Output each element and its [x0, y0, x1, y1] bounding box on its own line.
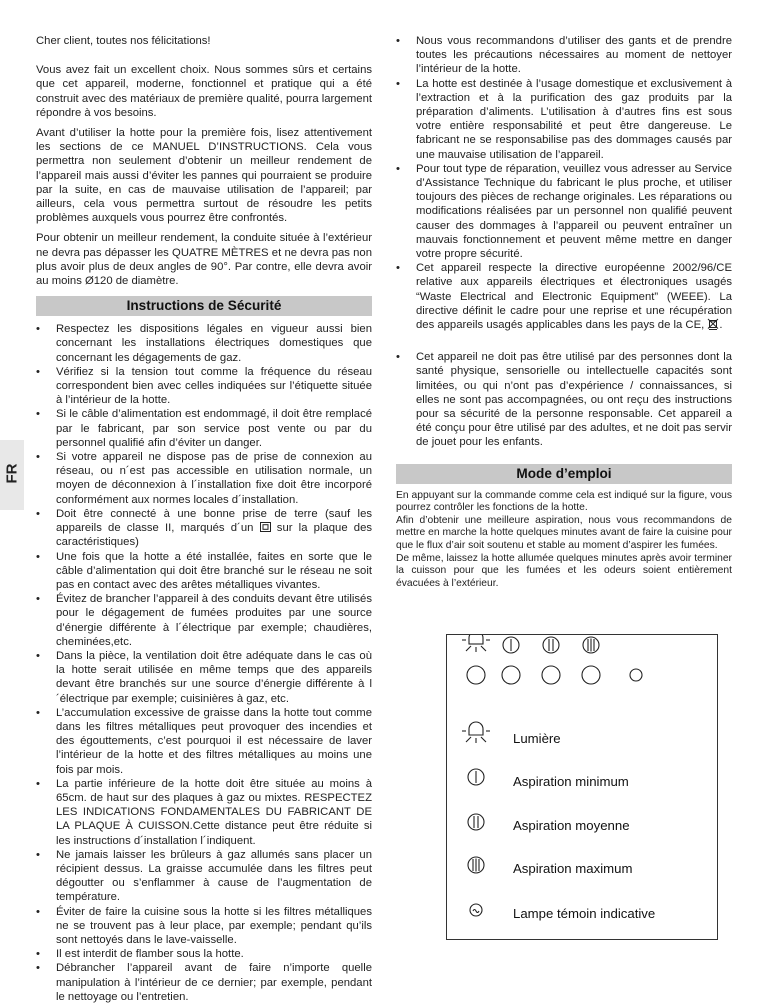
speed-2-icon [543, 637, 559, 653]
safety-item [396, 261, 732, 332]
safety-section-title: Instructions de Sécurité [36, 296, 372, 316]
intro-paragraph-1: Vous avez fait un excellent choix. Nous sommes sûrs et certains que cet appareil, moderne, fonctionnel et pratique qui a été construit avec des matériaux de première qualité, pourra largement répondre à vos besoins. [36, 64, 372, 119]
legend-pilot-light-icon [470, 904, 482, 916]
side-tab-label: FR [3, 463, 21, 484]
safety-item: • Si le câble d’alimentation est endommagé, il doit être remplacé par le fabricant, par son service post vente ou par du personnel qualifié afin d’éviter un danger. [36, 407, 372, 450]
safety-item: • Vérifiez si la tension tout comme la fréquence du réseau correspondent bien avec celles indiquées sur l’étiquette située à l’intérieur de la hotte. [36, 365, 372, 408]
safety-item: • Débrancher l’appareil avant de faire n’importe quelle manipulation à l’intérieur de ce dernier; par exemple, pendant le nettoyage ou l’entretien. [36, 961, 372, 1004]
legend-label-light: Lumière [513, 731, 561, 746]
safety-item: • Il est interdit de flamber sous la hotte. [36, 947, 372, 961]
legend-lamp-icon [462, 722, 490, 743]
safety-item: • L’accumulation excessive de graisse dans la hotte tout comme dans les filtres métalliques peut provoquer des incendies et des égouttements, c’est pourquoi il est nécessaire de laver l’intérieur de la hotte et des filtres métalliques au moins une fois par mois. [36, 706, 372, 777]
legend-label-pilot-light: Lampe témoin indicative [513, 906, 656, 921]
intro-paragraph-3: Pour obtenir un meilleur rendement, la conduite située à l’extérieur ne devra pas dépasser les QUATRE MÈTRES et ne devra pas non plus avoir plus de deux angles de 90°. Par contre, elle devra avoir au moins Ø120 de diamètre. [36, 232, 372, 288]
mode-text [396, 490, 732, 591]
legend-label-speed-2: Aspiration moyenne [513, 818, 630, 833]
safety-item: • Respectez les dispositions légales en vigueur aussi bien concernant les installations électriques domestiques que concernant les dégagements de gaz. [36, 322, 372, 365]
safety-item: • Pour tout type de réparation, veuillez vous adresser au Service d’Assistance Technique du fabricant le plus proche, et utiliser toujours des pièces de rechange originales. Les réparations ou modifications réalisées par un personnel non qualifié peuvent causer des dommages à l’appareil ou peuvent entraîner un mauvais fonctionnement et peuvent même mettre en danger votre propre sécurité. [396, 162, 732, 261]
legend-speed-2-icon [468, 814, 484, 830]
weee-bin-icon [707, 318, 719, 330]
safety-item: • Éviter de faire la cuisine sous la hotte si les filtres métalliques ne se trouvent pas à leur place, par exemple; pendant qu’ils sont nettoyés dans le lave-vaisselle. [36, 905, 372, 948]
legend-speed-1-icon [468, 769, 484, 785]
legend-speed-3-icon [468, 857, 484, 873]
legend-label-speed-3: Aspiration maximum [513, 861, 633, 876]
class-ii-icon [260, 522, 271, 532]
safety-item: • La partie inférieure de la hotte doit être située au moins à 65cm. de haut sur des plaques à gaz ou mixtes. RESPECTEZ LES INDICATIONS FONDAMENTALES DU FABRICANT DE LA PLAQUE À CUISSON.Cette distance peut être réduite si les instructions d´installation l´indiquent. [36, 777, 372, 848]
pilot-light [630, 669, 642, 681]
safety-item: • La hotte est destinée à l’usage domestique et exclusivement à l’extraction et à la purification des gaz produits par la préparation d’aliments. L’utilisation à d’autres fins est sous votre entière responsabilité et peut être dangereuse. Le fabricant ne se responsabilise pas des dommages causés par une mauvaise utilisation de l’appareil. [396, 77, 732, 162]
weee-text: Cet appareil respecte la directive européenne 2002/96/CE relative aux appareils électriques et électroniques usagés “Waste Electrical and Electronic Equipment” (WEEE). La directive définit le cadre pour une reprise et une récupération des appareils usagés applicables dans les pays de la CE, [416, 262, 732, 332]
left-column [36, 34, 372, 1004]
safety-item-suffix: sur la plaque des caractéristiques) [56, 522, 373, 549]
speed-3-icon [583, 637, 599, 653]
weee-suffix: . [719, 319, 723, 332]
control-panel-figure [446, 634, 718, 940]
speed-2-button [542, 666, 560, 684]
speed-1-button [502, 666, 520, 684]
lamp-icon [462, 635, 490, 652]
mode-paragraph-2: Afin d’obtenir une meilleure aspiration, nous vous recommandons de mettre en marche la hotte quelques minutes avant de faire la cuisine pour que le flux d’air soit soutenu et stable au moment d’aspirer les fumées. [396, 514, 732, 552]
safety-item: • Nous vous recommandons d’utiliser des gants et de prendre toutes les précautions nécessaires au moment de nettoyer l’intérieur de la hotte. [396, 34, 732, 77]
greeting: Cher client, toutes nos félicitations! [36, 35, 211, 47]
safety-list [36, 322, 372, 1004]
safety-item: • Dans la pièce, la ventilation doit être adéquate dans le cas où la hotte serait utilisée en même temps que des appareils devant être branchés sur une source d’énergie différente à l´électrique par exemple; cuisinières à gaz, etc. [36, 649, 372, 706]
intro-paragraph-2: Avant d’utiliser la hotte pour la première fois, lisez attentivement les sections de ce MANUEL D’INSTRUCTIONS. Cela vous permettra non seulement d’obtenir un meilleur rendement de l’appareil mais aussi d’éviter les pannes qui pourraient se produire par la suite, en cas de mauvaise utilisation de l’appareil; par ailleurs, cela vous permettra surtout de résoudre les petits problèmes auxquels vous pourrez être confrontés. [36, 127, 372, 225]
safety-list-continued [396, 34, 732, 450]
mode-section-title: Mode d’emploi [396, 464, 732, 484]
light-button [467, 666, 485, 684]
safety-item [36, 507, 372, 550]
safety-item: • Si votre appareil ne dispose pas de prise de connexion au réseau, ou n´est pas accessible en utilisation normale, un moyen de déconnexion à l´installation fixe doit être incorporé conformément aux normes locales d´installation. [36, 450, 372, 507]
mode-paragraph-3: De même, laissez la hotte allumée quelques minutes après avoir terminer la cuisson pour que les fumées et les odeurs soient entièrement évacuées à l’extérieur. [396, 552, 732, 589]
safety-item: • Une fois que la hotte a été installée, faites en sorte que le câble d’alimentation qui doit être branché sur le réseau ne soit pas en contact avec des arêtes métalliques vivantes. [36, 550, 372, 593]
mode-paragraph-1: En appuyant sur la commande comme cela est indiqué sur la figure, vous pourrez contrôler les fonctions de la hotte. [396, 489, 732, 514]
right-column [396, 34, 732, 590]
speed-3-button [582, 666, 600, 684]
safety-item: • Ne jamais laisser les brûleurs à gaz allumés sans placer un récipient dessus. La graisse accumulée dans les filtres peut dégoutter ou s’enflammer à cause de l’augmentation de température. [36, 848, 372, 905]
safety-item-text: Doit être connecté à une bonne prise de terre (sauf les appareils de classe II, marqués d´un [56, 507, 372, 535]
safety-item: • Cet appareil ne doit pas être utilisé par des personnes dont la santé physique, sensorielle ou intellectuelle capacités sont limitées, ou qui n’ont pas d’expérience / connaissances, si elles ne sont pas accompagnées, ou ont reçu des instructions pour sa sécurité de la personne responsable. Cet appareil a été conçu pour être utilisé par des adultes, et ne doit pas servir de jouet pour les enfants. [396, 350, 732, 449]
safety-item: • Évitez de brancher l’appareil à des conduits devant être utilisés pour le dégagement de fumées produites par une source d’énergie différente à l´électrique par exemple; chaudières, cheminées,etc. [36, 592, 372, 649]
speed-1-icon [503, 637, 519, 653]
legend-label-speed-1: Aspiration minimum [513, 774, 629, 789]
